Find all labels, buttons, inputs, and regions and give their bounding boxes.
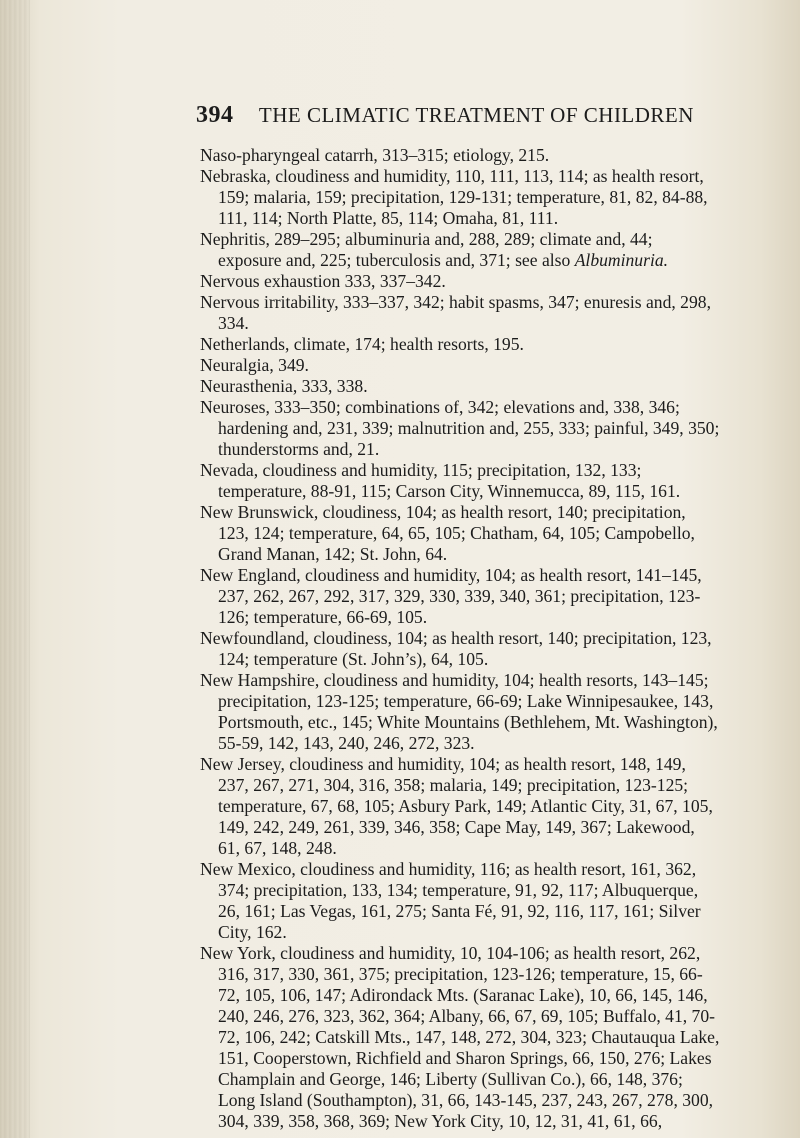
index-entry: New Jersey, cloudiness and humidity, 104; as health resort, 148, 149, 237, 267, 271, 304, 316, 358; malaria, 149; precipitation, 123-125; temperature, 67, 68, 105; Asbury Park, 149; Atlantic City, 31, 67, 105, 149, 242, 249, 261, 339, 346, 358; Cape May, 149, 367; Lakewood, 61, 67, 148, 248. bbox=[200, 754, 713, 858]
running-head bbox=[196, 102, 716, 134]
index-entry: New England, cloudiness and humidity, 104; as health resort, 141–145, 237, 262, 267, 292, 317, 329, 330, 339, 340, 361; precipitation, 123-126; temperature, 66-69, 105. bbox=[200, 565, 702, 627]
running-title: THE CLIMATIC TREATMENT OF CHILDREN bbox=[258, 103, 694, 127]
index-entry: New Mexico, cloudiness and humidity, 116; as health resort, 161, 362, 374; precipitation, 133, 134; temperature, 91, 92, 117; Albuquerque, 26, 161; Las Vegas, 161, 275; Santa Fé, 91, 92, 116, 117, 161; Silver City, 162. bbox=[200, 859, 701, 942]
index-entry: Nevada, cloudiness and humidity, 115; precipitation, 132, 133; temperature, 88-91, 115; Carson City, Winnemucca, 89, 115, 161. bbox=[200, 460, 681, 501]
index-entry: New York, cloudiness and humidity, 10, 104-106; as health resort, 262, 316, 317, 330, 361, 375; precipitation, 123-126; temperature, 15, 66-72, 105, 106, 147; Adirondack Mts. (Saranac Lake), 10, 66, 145, 146, 240, 246, 276, 323, 362, 364; Albany, 66, 67, 69, 105; Buffalo, 41, 70-72, 106, 242; Catskill Mts., 147, 148, 272, 304, 323; Chautauqua Lake, 151, Cooperstown, Richfield and Sharon Springs, 66, 150, 276; Lakes Champlain and George, 146; Liberty (Sullivan Co.), 66, 148, 376; Long Island (Southampton), 31, 66, 143-145, 237, 243, 267, 278, 300, 304, 339, 358, 368, 369; New York City, 10, 12, 31, 41, 61, 66, bbox=[200, 943, 720, 1131]
index-entry: Nervous exhaustion 333, 337–342. bbox=[200, 271, 446, 291]
page-number: 394 bbox=[196, 102, 234, 128]
index-entry: Netherlands, climate, 174; health resorts, 195. bbox=[200, 334, 524, 354]
index-entry: Neurasthenia, 333, 338. bbox=[200, 376, 368, 396]
index-entry: New Brunswick, cloudiness, 104; as health resort, 140; precipitation, 123, 124; temperature, 64, 65, 105; Chatham, 64, 105; Campobello, Grand Manan, 142; St. John, 64. bbox=[200, 502, 695, 564]
index-column bbox=[200, 145, 720, 1132]
index-entry: Nebraska, cloudiness and humidity, 110, 111, 113, 114; as health resort, 159; malaria, 159; precipitation, 129-131; temperature, 81, 82, 84-88, 111, 114; North Platte, 85, 114; Omaha, 81, 111. bbox=[200, 166, 708, 228]
index-entry: Nephritis, 289–295; albuminuria and, 288, 289; climate and, 44; exposure and, 225; tuberculosis and, 371; see also Albuminuria. bbox=[200, 229, 669, 270]
index-entry: Naso-pharyngeal catarrh, 313–315; etiology, 215. bbox=[200, 145, 550, 165]
index-entry: Nervous irritability, 333–337, 342; habit spasms, 347; enuresis and, 298, 334. bbox=[200, 292, 711, 333]
page-gutter-shadow bbox=[0, 0, 30, 1138]
see-also-reference: Albuminuria. bbox=[574, 250, 669, 270]
index-entry: New Hampshire, cloudiness and humidity, 104; health resorts, 143–145; precipitation, 123-125; temperature, 66-69; Lake Winnipesaukee, 143, Portsmouth, etc., 145; White Mountains (Bethlehem, Mt. Washington), 55-59, 142, 143, 240, 246, 272, 323. bbox=[200, 670, 718, 753]
index-entry: Neuralgia, 349. bbox=[200, 355, 309, 375]
index-entry: Neuroses, 333–350; combinations of, 342; elevations and, 338, 346; hardening and, 231, 339; malnutrition and, 255, 333; painful, 349, 350; thunderstorms and, 21. bbox=[200, 397, 720, 459]
index-entry: Newfoundland, cloudiness, 104; as health resort, 140; precipitation, 123, 124; temperature (St. John’s), 64, 105. bbox=[200, 628, 712, 669]
